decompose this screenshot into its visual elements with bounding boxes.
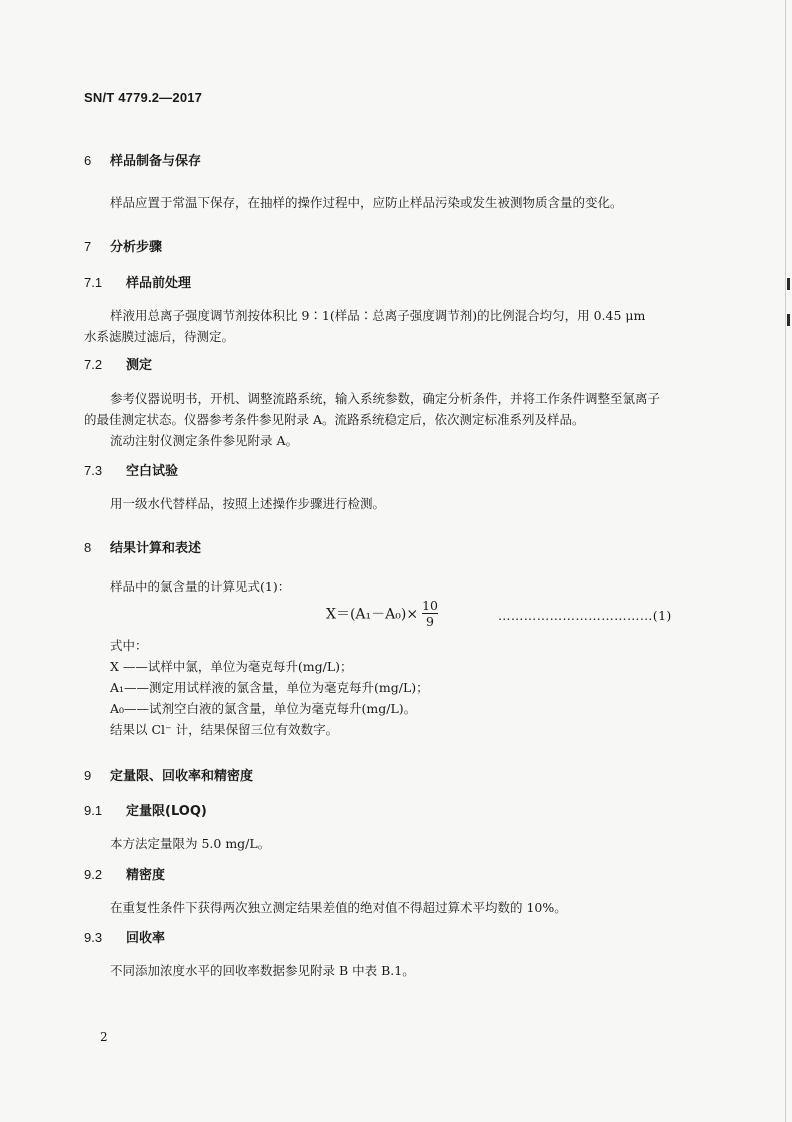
subsection-9-1-heading xyxy=(84,800,207,819)
paragraph-line: 不同添加浓度水平的回收率数据参见附录 B 中表 B.1。 xyxy=(110,963,415,978)
definition-a0: A₀——试剂空白液的氯含量，单位为毫克每升(mg/L)。 xyxy=(110,701,417,716)
subsection-7-1-heading xyxy=(84,272,191,291)
formula-1 xyxy=(326,598,438,629)
subsection-7-3-heading xyxy=(84,460,178,479)
subsection-title: 精密度 xyxy=(126,868,166,883)
fraction-denominator: 9 xyxy=(422,613,438,629)
subsection-title: 测定 xyxy=(126,358,153,373)
section-number: 8 xyxy=(84,540,92,555)
subsection-title: 样品前处理 xyxy=(126,276,192,291)
fraction-numerator: 10 xyxy=(422,598,438,613)
formula-lhs: X＝(A₁－A₀)× xyxy=(326,606,419,623)
section-title: 定量限、回收率和精密度 xyxy=(110,769,254,784)
subsection-title: 定量限(LOQ) xyxy=(126,804,207,819)
paragraph-line: 用一级水代替样品，按照上述操作步骤进行检测。 xyxy=(110,496,386,511)
section-number: 7 xyxy=(84,239,92,254)
subsection-9-2-heading xyxy=(84,864,165,883)
subsection-title: 空白试验 xyxy=(126,464,179,479)
paragraph-line: 流动注射仪测定条件参见附录 A。 xyxy=(110,433,299,448)
section-7-heading xyxy=(84,236,162,255)
equation-number: ………………………………(1) xyxy=(498,608,672,623)
scan-mark xyxy=(787,314,790,326)
section-title: 结果计算和表述 xyxy=(110,541,202,556)
paragraph-line: 在重复性条件下获得两次独立测定结果差值的绝对值不得超过算术平均数的 10%。 xyxy=(110,900,567,915)
subsection-9-3-heading xyxy=(84,927,165,946)
formula-fraction xyxy=(422,598,438,629)
paragraph-line: 水系滤膜过滤后，待测定。 xyxy=(84,329,235,344)
subsection-number: 7.1 xyxy=(84,275,103,290)
section-8-heading xyxy=(84,537,201,556)
subsection-7-2-heading xyxy=(84,354,152,373)
definition-x: X ——试样中氯，单位为毫克每升(mg/L)； xyxy=(110,659,353,674)
subsection-number: 9.1 xyxy=(84,803,103,818)
paragraph-line: 本方法定量限为 5.0 mg/L。 xyxy=(110,836,271,851)
subsection-title: 回收率 xyxy=(126,931,166,946)
page-number: 2 xyxy=(100,1030,108,1044)
section-title: 样品制备与保存 xyxy=(110,154,202,169)
section-title: 分析步骤 xyxy=(110,240,163,255)
paragraph-line: 的最佳测定状态。仪器参考条件参见附录 A。流路系统稳定后，依次测定标准系列及样品。 xyxy=(84,412,585,427)
scan-mark xyxy=(787,278,790,290)
paragraph: 样品应置于常温下保存，在抽样的操作过程中，应防止样品污染或发生被测物质含量的变化。 xyxy=(110,195,623,210)
paragraph-line: 样液用总离子强度调节剂按体积比 9∶1(样品∶总离子强度调节剂)的比例混合均匀，用 0.45 μm xyxy=(110,308,646,323)
definition-a1: A₁——测定用试样液的氯含量，单位为毫克每升(mg/L)； xyxy=(110,680,429,695)
subsection-number: 9.3 xyxy=(84,930,103,945)
section-9-heading xyxy=(84,765,253,784)
paragraph-line: 样品中的氯含量的计算见式(1)： xyxy=(110,579,291,594)
section-number: 6 xyxy=(84,153,92,168)
section-number: 9 xyxy=(84,768,92,783)
subsection-number: 9.2 xyxy=(84,867,103,882)
subsection-number: 7.2 xyxy=(84,357,103,372)
where-label: 式中： xyxy=(110,638,148,653)
paragraph-line: 参考仪器说明书，开机、调整流路系统，输入系统参数，确定分析条件，并将工作条件调整至氯离子 xyxy=(110,391,661,406)
section-6-heading xyxy=(84,150,201,169)
subsection-number: 7.3 xyxy=(84,463,103,478)
standard-number: SN/T 4779.2—2017 xyxy=(84,90,203,105)
scan-edge-line xyxy=(785,0,786,1122)
result-note: 结果以 Cl⁻ 计，结果保留三位有效数字。 xyxy=(110,722,339,737)
